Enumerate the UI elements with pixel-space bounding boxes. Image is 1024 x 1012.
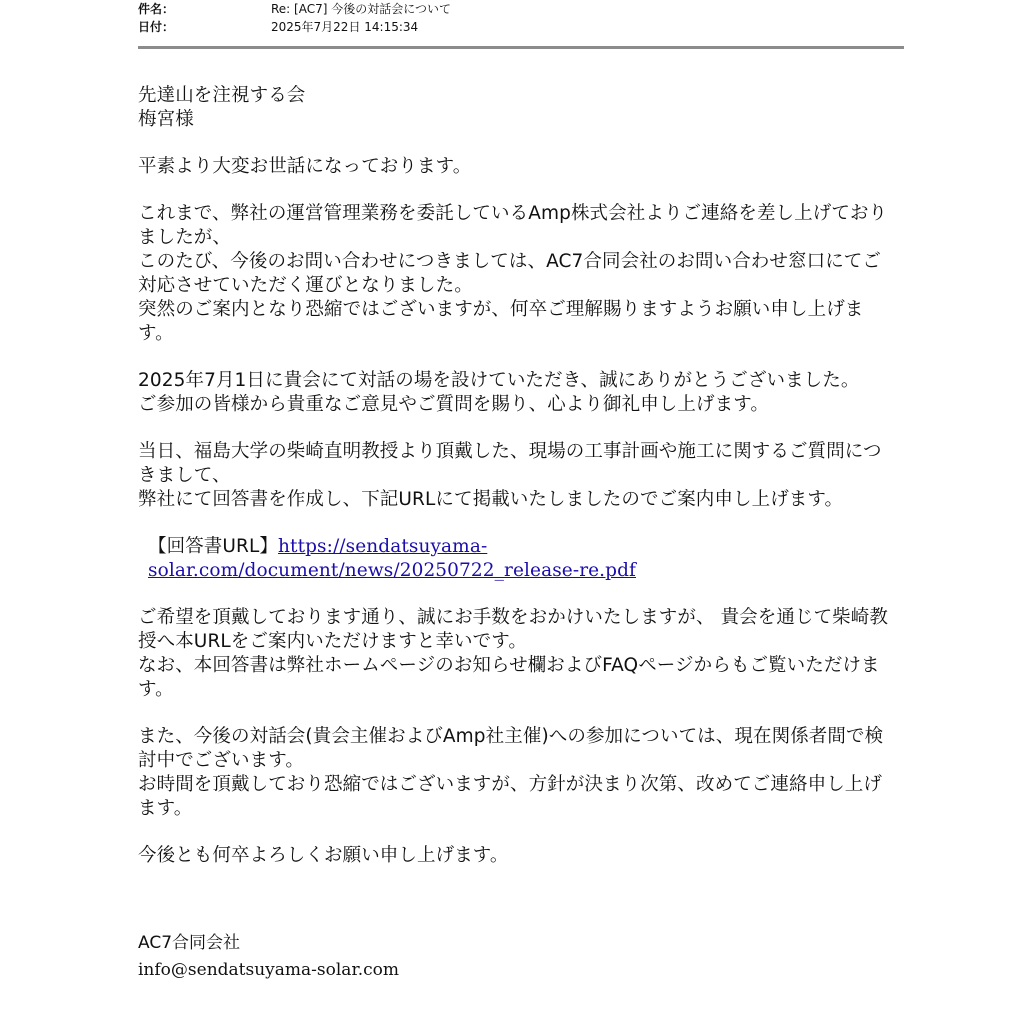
answer-url-link[interactable]: https://sendatsuyama-solar.com/document/news/20250722_release-re.pdf [148, 536, 636, 581]
paragraph-5-line-2: お時間を頂戴しており恐縮ではございますが、方針が決まり次第、改めてご連絡申し上げます。 [138, 774, 883, 819]
date-row [138, 18, 904, 36]
answer-url-label: 【回答書URL】 [148, 536, 279, 557]
signature-block [138, 930, 399, 984]
paragraph-1-line-3: 突然のご案内となり恐縮ではございますが、何卒ご理解賜りますようお願い申し上げます。 [138, 299, 864, 344]
addressee-person: 梅宮様 [138, 109, 194, 130]
greeting-block [138, 155, 898, 179]
paragraph-4-line-1: ご希望を頂戴しております通り、誠にお手数をおかけいたしますが、 貴会を通じて柴崎教授へ本URLをご案内いただけますと幸いです。 [138, 607, 888, 652]
subject-row [138, 0, 904, 18]
date-label: 日付： [138, 20, 175, 34]
paragraph-3 [138, 440, 898, 512]
paragraph-3-line-1: 当日、福島大学の柴崎直明教授より頂戴した、現場の工事計画や施工に関するご質問につきまして、 [138, 441, 882, 486]
greeting-text: 平素より大変お世話になっております。 [138, 156, 472, 177]
paragraph-5-line-1: また、今後の対話会(貴会主催およびAmp社主催)への参加については、現在関係者間で検討中でございます。 [138, 726, 884, 771]
date-value: 2025年7月22日 14:15:34 [271, 20, 419, 34]
answer-url-block [138, 535, 898, 583]
paragraph-5 [138, 725, 898, 821]
paragraph-3-line-2: 弊社にて回答書を作成し、下記URLにて掲載いたしましたのでご案内申し上げます。 [138, 489, 844, 510]
signature-email: info@sendatsuyama-solar.com [138, 960, 399, 980]
paragraph-2-line-1: 2025年7月1日に貴会にて対話の場を設けていただき、誠にありがとうございました。 [138, 370, 860, 391]
paragraph-1 [138, 202, 898, 346]
signature-company: AC7合同会社 [138, 933, 241, 953]
closing-text: 今後とも何卒よろしくお願い申し上げます。 [138, 845, 509, 866]
paragraph-1-line-1: これまで、弊社の運営管理業務を委託しているAmp株式会社よりご連絡を差し上げておりましたが、 [138, 203, 888, 248]
paragraph-1-line-2: このたび、今後のお問い合わせにつきましては、AC7合同会社のお問い合わせ窓口にてご対応させていただく運びとなりました。 [138, 251, 882, 296]
paragraph-2 [138, 369, 898, 417]
email-header [138, 0, 904, 36]
subject-label: 件名： [138, 2, 175, 16]
closing-block [138, 844, 898, 868]
email-body [138, 84, 898, 891]
paragraph-4-line-2: なお、本回答書は弊社ホームページのお知らせ欄およびFAQページからもご覧いただけます。 [138, 655, 880, 700]
subject-value: Re: [AC7] 今後の対話会について [271, 2, 451, 16]
addressee-block [138, 84, 898, 132]
paragraph-4 [138, 606, 898, 702]
header-divider [138, 46, 904, 49]
paragraph-2-line-2: ご参加の皆様から貴重なご意見やご質問を賜り、心より御礼申し上げます。 [138, 394, 769, 415]
addressee-org: 先達山を注視する会 [138, 85, 306, 106]
